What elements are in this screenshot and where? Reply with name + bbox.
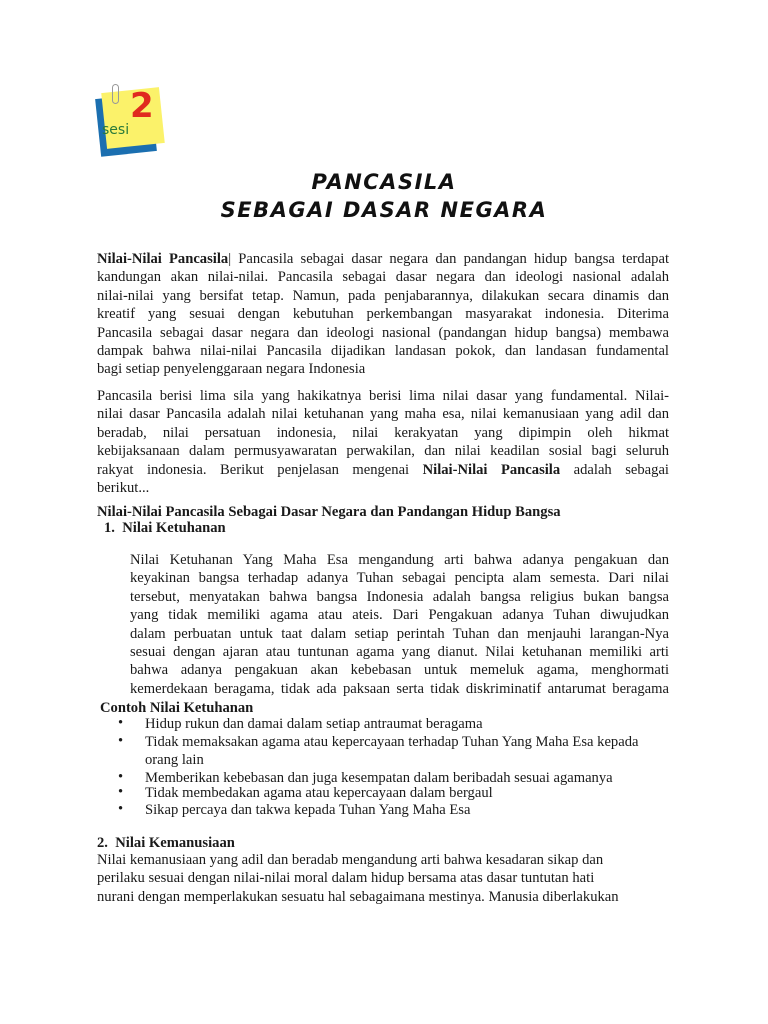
text-line: berikut... [97, 479, 150, 496]
paragraph-1 [97, 250, 669, 379]
text-line: dalam perbuatan untuk taat dalam setiap perintah Tuhan dan menjauhi larangan-Nya [130, 625, 669, 642]
text-line: kemerdekaan beragama, tidak ada paksaan serta tidak diskriminatif antarumat beragama [130, 680, 669, 697]
text-span: rakyat indonesia. Berikut penjelasan mengenai [97, 461, 423, 478]
text-line: yang tidak memiliki agama atau ateis. Dari Pengakuan adanya Tuhan diwujudkan [130, 607, 669, 624]
item-1-heading: 1. Nilai Ketuhanan [104, 520, 226, 536]
lead-bold: Nilai-Nilai Pancasila [97, 251, 229, 267]
text-line: tersebut, menyatakan bahwa bangsa Indonesia adalah bangsa religius bukan bangsa [130, 588, 669, 605]
text-line: nurani dengan memperlakukan sesuatu hal sebagaimana mestinya. Manusia diberlakukan [97, 888, 619, 905]
text-line: perilaku sesuai dengan nilai-nilai moral dalam hidup bersama atas dasar tuntutan hati [97, 870, 595, 887]
text-line: sesuai dengan ajaran atau tuntunan agama yang dianut. Nilai ketuhanan memiliki arti [130, 643, 669, 660]
text-line: Pancasila berisi lima sila yang hakikatnya berisi lima nilai dasar yang fundamental. Nilai- [97, 388, 669, 404]
examples-heading: Contoh Nilai Ketuhanan [100, 700, 254, 716]
text-line: | Pancasila sebagai dasar negara dan pandangan hidup bangsa terdapat [228, 251, 669, 267]
title-line-1: PANCASILA [311, 170, 457, 194]
item-2-paragraph [97, 851, 654, 906]
text-line: Pancasila sebagai dasar negara dan ideologi nasional (pandangan hidup bangsa) membawa [97, 324, 669, 341]
section-heading: Nilai-Nilai Pancasila Sebagai Dasar Negara dan Pandangan Hidup Bangsa [97, 504, 561, 520]
text-line: bahwa adanya pengakuan akan kebebasan untuk memeluk agama, menghormati [130, 662, 669, 679]
title-line-2: SEBAGAI DASAR NEGARA [220, 198, 548, 222]
text-line: Nilai kemanusiaan yang adil dan beradab mengandung arti bahwa kesadaran sikap dan [97, 852, 604, 868]
text-line: kandungan akan nilai-nilai. Pancasila sebagai dasar negara dan ideologi nasional adalah [97, 269, 669, 286]
logo-label: sesi [102, 122, 130, 138]
text-line: bagi setiap penyelenggaraan negara Indonesia [97, 361, 366, 378]
text-line: nilai-nilai yang bersifat tetap. Namun, pada penjabarannya, dilakukan secara dinamis dan [97, 287, 669, 304]
paragraph-2 [97, 387, 669, 497]
text-line: keyakinan bangsa terhadap adanya Tuhan sebagai pencipta alam semesta. Dari nilai [130, 570, 669, 587]
sesi-logo [92, 84, 167, 154]
bold-span: Nilai-Nilai Pancasila [422, 461, 561, 478]
text-line: beradab, nilai persatuan indonesia, nilai kerakyatan yang dipimpin oleh hikmat [97, 424, 669, 441]
text-line: nilai dasar Pancasila adalah nilai ketuhanan yang maha esa, nilai kemanusiaan yang adil dan [97, 406, 669, 423]
logo-number: 2 [130, 86, 154, 126]
text-line: kebijaksanaan dalam permusyawaratan perwakilan, dan nilai keadilan sosial bagi seluruh [97, 443, 669, 460]
text-span: adalah sebagai [560, 461, 669, 478]
text-line: kreatif yang sesuai dengan kebutuhan perkembangan masyarakat indonesia. Diterima [97, 306, 669, 323]
text-line: Nilai Ketuhanan Yang Maha Esa mengandung arti bahwa adanya pengakuan dan [130, 552, 669, 568]
item-1-paragraph [130, 551, 669, 698]
item-2-heading: 2. Nilai Kemanusiaan [97, 835, 235, 851]
text-line: dampak bahwa nilai-nilai Pancasila dijadikan landasan pokok, dan landasan fundamental [97, 342, 669, 359]
paperclip-icon [112, 84, 119, 104]
